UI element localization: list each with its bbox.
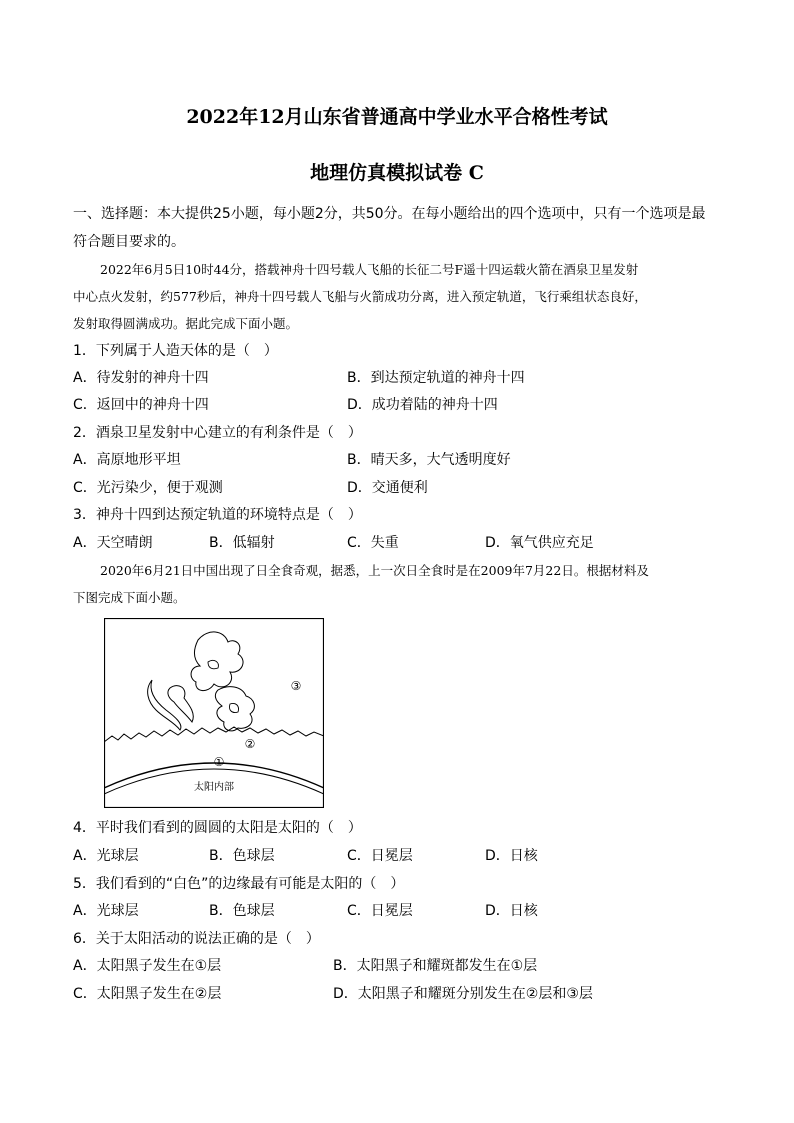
question-5-option-b[interactable]: B．色球层 [209, 903, 275, 919]
question-2-stem: 2．酒泉卫星发射中心建立的有利条件是（ ） [73, 425, 362, 441]
question-2-option-d[interactable]: D．交通便利 [347, 480, 428, 496]
question-5-option-a[interactable]: A．光球层 [73, 903, 139, 919]
question-6-option-b[interactable]: B．太阳黑子和耀斑都发生在①层 [333, 958, 538, 974]
figure-label-1: ① [213, 755, 225, 769]
question-3-option-d[interactable]: D．氧气供应充足 [485, 535, 594, 551]
question-5-option-d[interactable]: D．日核 [485, 903, 538, 919]
question-3-stem: 3．神舟十四到达预定轨道的环境特点是（ ） [73, 507, 362, 523]
question-6-option-d[interactable]: D．太阳黑子和耀斑分别发生在②层和③层 [333, 986, 593, 1002]
question-4-option-d[interactable]: D．日核 [485, 848, 538, 864]
passage1-line2: 中心点火发射，约577秒后，神舟十四号载人飞船与火箭成功分离，进入预定轨道，飞行乘组状态良好， [73, 289, 647, 304]
question-3-option-c[interactable]: C．失重 [347, 535, 399, 551]
section-instruction-line2: 符合题目要求的。 [73, 234, 185, 250]
sun-structure-figure [104, 618, 324, 808]
question-3-option-b[interactable]: B．低辐射 [209, 535, 275, 551]
figure-label-2: ② [244, 737, 256, 751]
question-2-option-a[interactable]: A．高原地形平坦 [73, 452, 181, 468]
figure-frame [105, 619, 324, 808]
question-4-option-b[interactable]: B．色球层 [209, 848, 275, 864]
question-5-option-c[interactable]: C．日冕层 [347, 903, 413, 919]
question-5-stem: 5．我们看到的“白色”的边缘最有可能是太阳的（ ） [73, 876, 405, 892]
passage2-line1: 2020年6月21日中国出现了日全食奇观，据悉，上一次日全食时是在2009年7月22日。根据材料及 [100, 563, 649, 578]
question-2-option-b[interactable]: B．晴天多，大气透明度好 [347, 452, 511, 468]
question-6-option-a[interactable]: A．太阳黑子发生在①层 [73, 958, 222, 974]
question-1-option-d[interactable]: D．成功着陆的神舟十四 [347, 397, 498, 413]
passage1-line1: 2022年6月5日10时44分，搭载神舟十四号载人飞船的长征二号F遥十四运载火箭在酒泉卫星发射 [100, 262, 639, 277]
question-1-stem: 1．下列属于人造天体的是（ ） [73, 343, 278, 359]
question-6-stem: 6．关于太阳活动的说法正确的是（ ） [73, 931, 320, 947]
question-6-option-c[interactable]: C．太阳黑子发生在②层 [73, 986, 222, 1002]
question-3-option-a[interactable]: A．天空晴朗 [73, 535, 153, 551]
question-4-option-a[interactable]: A．光球层 [73, 848, 139, 864]
passage1-line3: 发射取得圆满成功。据此完成下面小题。 [73, 316, 299, 331]
question-1-option-c[interactable]: C．返回中的神舟十四 [73, 397, 209, 413]
passage2-line2: 下图完成下面小题。 [73, 590, 186, 605]
figure-inner-label: 太阳内部 [194, 782, 234, 793]
exam-subtitle: 地理仿真模拟试卷 C [310, 162, 484, 184]
question-1-option-a[interactable]: A．待发射的神舟十四 [73, 370, 209, 386]
section-instruction-line1: 一、选择题：本大提供25小题，每小题2分，共50分。在每小题给出的四个选项中，只有一个选项是最 [73, 206, 706, 222]
question-2-option-c[interactable]: C．光污染少，便于观测 [73, 480, 223, 496]
question-4-stem: 4．平时我们看到的圆圆的太阳是太阳的（ ） [73, 820, 362, 836]
figure-label-3: ③ [290, 679, 302, 693]
question-4-option-c[interactable]: C．日冕层 [347, 848, 413, 864]
exam-title: 2022年12月山东省普通高中学业水平合格性考试 [186, 106, 608, 128]
question-1-option-b[interactable]: B．到达预定轨道的神舟十四 [347, 370, 525, 386]
